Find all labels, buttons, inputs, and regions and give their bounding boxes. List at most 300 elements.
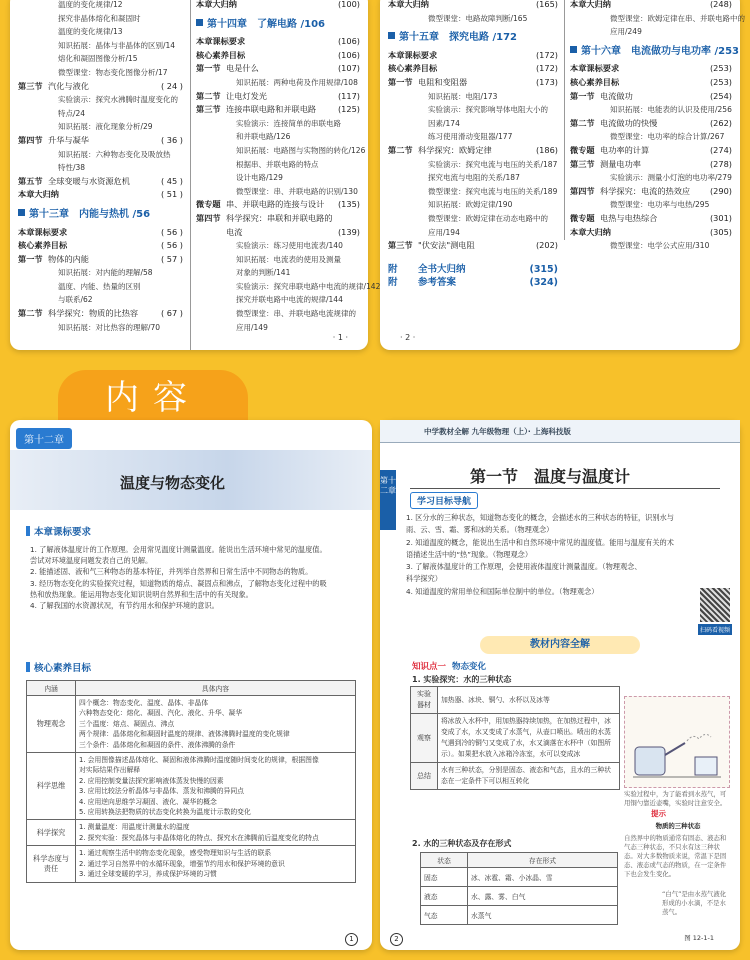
toc-subentry: 知识拓展：两种电荷及作用规律/108: [236, 77, 358, 87]
requirement-line: 1. 了解液体温度计的工作原理。会用常见温度计测量温度。能说出生活环境中常见的温度值。: [30, 545, 327, 554]
toc-section-label: 第二节: [388, 144, 413, 155]
toc-page-number: ( 56 ): [160, 226, 183, 237]
toc-section-label: 本章大归纳: [18, 189, 59, 200]
objectives-text: [406, 512, 694, 598]
literacy-line: 3. 通过全球变暖的学习，养成保护环境的习惯: [79, 870, 217, 879]
running-header-text: 中学教材全解 九年级物理（上）· 上海科技版: [424, 427, 571, 436]
toc-title: "伏安法"测电阻: [418, 240, 475, 251]
toc-page-number: ( 24 ): [160, 80, 183, 91]
page-number: · 2 ·: [400, 333, 416, 342]
toc-subentry: 微型课堂：物态变化图像分析/17: [58, 67, 168, 77]
toc-subentry: 微型课堂：串、并联电路电流规律的: [236, 309, 356, 319]
literacy-line: 4. 应用逆向思维学习凝固、液化、凝华的概念: [79, 797, 217, 806]
toc-page-left: [10, 0, 381, 350]
toc-title: [226, 35, 336, 49]
toc-page-number: (315): [529, 263, 558, 275]
toc-column: [570, 0, 745, 340]
toc-subentry: 知识拓展：对内能的理解/58: [58, 268, 153, 278]
toc-entry[interactable]: [388, 62, 558, 76]
objective-line: 雨、云、雪、霜、雾和冰的关系。（物理观念）: [406, 525, 554, 535]
toc-subentry: 微型课堂：串、并联电路的识别/130: [236, 186, 358, 196]
experiment-heading: 1. 实验探究：水的三种状态: [412, 675, 512, 684]
chapter-square-icon: [570, 46, 577, 53]
toc-page-number: (107): [337, 63, 360, 74]
experiment-table: [410, 686, 620, 790]
chapter-heading: [18, 208, 183, 222]
toc-section-label: 本章大归纳: [196, 0, 237, 9]
tip-text: 自然界中的物质通常有固态、液态和气态三种状态，不只水有这三种状态。对大多数物质来说，常温下是固态、液态或气态的物质，在一定条件下也会发生变化。: [624, 834, 727, 878]
toc-subentry: 微型课堂：欧姆定律在动态电路中的: [428, 213, 548, 223]
toc-title: [600, 226, 708, 240]
toc-section-label: 核心素养目标: [570, 76, 620, 87]
toc-entry[interactable]: [18, 188, 183, 202]
toc-page-number: (186): [535, 144, 558, 155]
toc-subentry: 设计电路/129: [236, 173, 283, 183]
toc-title: 电阻和变阻器: [418, 76, 468, 87]
title-underline: [410, 488, 720, 489]
toc-page-number: ( 36 ): [160, 134, 183, 145]
toc-entry[interactable]: [570, 212, 732, 226]
toc-page-number: (253): [709, 63, 732, 74]
toc-subentry: 知识拓展：对比热容的理解/70: [58, 322, 161, 332]
toc-subentry: 温度的变化规律/12: [58, 0, 123, 9]
literacy-dimension: 科学态度与责任: [27, 846, 76, 882]
toc-subentry: 对象的判断/141: [236, 268, 291, 278]
toc-section-label: 核心素养目标: [196, 49, 246, 60]
toc-subentry: 应用/149: [236, 322, 268, 332]
toc-title: 让电灯发光: [226, 90, 267, 101]
toc-title: 电流做功: [600, 90, 633, 101]
toc-title: [600, 0, 708, 12]
toc-subentry: 应用/249: [610, 27, 642, 37]
table-row: [411, 714, 620, 763]
toc-entry[interactable]: [388, 239, 558, 253]
toc-entry[interactable]: [196, 0, 360, 12]
literacy-description: [76, 696, 356, 753]
toc-subentry: 微型课堂：电功率与电热/295: [610, 200, 710, 210]
table-row: [27, 753, 356, 820]
toc-title: 测量电功率: [600, 158, 641, 169]
toc-subentry: 实验演示：连接简单的串联电路: [236, 118, 341, 128]
toc-entry[interactable]: [570, 0, 732, 12]
toc-title: 全球变暖与水资源危机: [48, 175, 130, 186]
requirements-text: [30, 544, 360, 611]
toc-title: [226, 0, 336, 12]
literacy-line: 2. 应用控制变量法探究影响液体蒸发快慢的因素: [79, 776, 224, 785]
row-text: 将冰放入水杯中，用加热器持续加热，在加热过程中，冰变成了水，水又变成了水蒸气，从壶口喷出。喷出的水蒸气遇到冷的铜勺又变成了水，水又滴落在水杯中（如图所示）。如果把水放入冰箱冷冻室，水可以变成冰: [438, 714, 620, 763]
chapter-heading: [388, 31, 558, 45]
toc-entry[interactable]: [388, 144, 558, 158]
toc-title: 电流: [226, 226, 243, 237]
toc-subentry: 温度、内能、热量的区别: [58, 281, 141, 291]
table-cell: 水蒸气: [468, 906, 618, 925]
toc-page-number: (173): [535, 76, 558, 87]
toc-section-label: 第三节: [196, 104, 221, 115]
toc-title: [418, 62, 534, 76]
objective-line: 4. 知道温度的常用单位和国际单位制中的单位。（物理观念）: [406, 586, 599, 596]
table-header: 内涵: [27, 681, 76, 696]
toc-entry[interactable]: [18, 175, 183, 189]
toc-subentry: 知识拓展：晶体与非晶体的区别/14: [58, 40, 176, 50]
requirement-line: 热和放热现象。能运用物态变化知识说明自然界和生活中的有关现象。: [30, 589, 253, 599]
toc-entry[interactable]: [388, 49, 558, 63]
toc-title: 电功率的计算: [600, 144, 650, 155]
toc-page-number: (106): [337, 36, 360, 47]
toc-section-label: 第三节: [18, 80, 43, 91]
table-row: [421, 868, 618, 887]
chapter-side-tab: 第十二章: [380, 470, 396, 530]
toc-column: [388, 0, 558, 340]
toc-subentry: 知识拓展：电流表的使用及测量: [236, 254, 341, 264]
toc-entry[interactable]: [570, 90, 732, 104]
toc-subentry: 微型课堂：电学公式应用/310: [610, 241, 710, 251]
toc-page-number: (135): [337, 199, 360, 210]
toc-title: 物体的内能: [48, 253, 89, 264]
toc-section-label: 本章课标要求: [196, 36, 246, 47]
qr-label: 扫码看视频: [698, 624, 732, 635]
objective-line: 2. 知道温度的概念，能说出生活中和自然环境中常见的温度值。能用与温度有关的术: [406, 537, 674, 547]
literacy-line: 2. 通过学习自然界中的水循环现象，增强节约用水和保护环境的意识: [79, 859, 285, 868]
experiment-figure: [624, 696, 730, 788]
toc-section-label: 第三节: [570, 158, 595, 169]
chapter-heading: [570, 45, 740, 59]
toc-subentry: 微型课堂：电功率的综合计算/267: [610, 132, 725, 142]
toc-page-number: (172): [535, 63, 558, 74]
table-row: [411, 687, 620, 714]
table-row: [411, 763, 620, 790]
toc-subentry: 根据串、并联电路的特点: [236, 159, 319, 169]
table-row: [421, 906, 618, 925]
table-header: 存在形式: [468, 853, 618, 868]
toc-page-number: (324): [529, 277, 558, 289]
toc-section-label: 微专题: [196, 199, 221, 210]
objective-line: 1. 区分水的三种状态，知道物态变化的概念，会描述水的三种状态的特征，识别水与: [406, 513, 674, 522]
chapter-square-icon: [18, 209, 25, 216]
toc-entry[interactable]: [18, 253, 183, 267]
toc-title: 汽化与液化: [48, 80, 89, 91]
table-cell: 冰、冰雹、霜、小冰晶、雪: [468, 868, 618, 887]
toc-section-label: 第一节: [388, 76, 413, 87]
toc-title: [600, 76, 708, 90]
heading-bar-icon: [26, 526, 30, 536]
toc-section-label: 第二节: [570, 117, 595, 128]
toc-page-number: (254): [709, 90, 732, 101]
section-title: 第一节 温度与温度计: [470, 467, 631, 486]
toc-subentry: 知识拓展：六种物态变化及吸放热: [58, 149, 171, 159]
literacy-dimension: 科学探究: [27, 820, 76, 846]
appendix-entry[interactable]: [388, 276, 558, 290]
figure-caption: 图 12-1-1: [684, 934, 714, 942]
toc-subentry: 实验演示：探究影响导体电阻大小的: [428, 105, 548, 115]
objectives-heading: 学习目标导航: [410, 492, 478, 509]
chapter-square-icon: [388, 32, 395, 39]
chapter-heading-text: 第十三章 内能与热机 /56: [29, 208, 151, 220]
toc-title: 参考答案: [418, 277, 457, 289]
toc-subentry: 温度的变化规律/13: [58, 27, 123, 37]
toc-section-label: 附: [388, 277, 398, 289]
figure-note: 实验过程中，为了能看到水蒸气，可用铜勺靠近壶嘴，实验时注意安全。: [624, 790, 727, 807]
section-content-page: [380, 420, 740, 950]
toc-title: [226, 49, 336, 63]
toc-entry[interactable]: [570, 158, 732, 172]
toc-subentry: 实验演示：探究水沸腾时温度变化的: [58, 95, 178, 105]
toc-subentry: 知识拓展：电路图与实物图的转化/126: [236, 145, 366, 155]
toc-section-label: 本章大归纳: [388, 0, 429, 9]
literacy-line: 六种物态变化：熔化、凝固、汽化、液化、升华、凝华: [79, 709, 243, 718]
toc-entry[interactable]: [570, 226, 732, 240]
objective-line: 语描述生活中的“热”现象。（物理观念）: [406, 549, 533, 559]
objective-line: 科学探究）: [406, 574, 442, 584]
literacy-line: 1. 测量温度：用温度计测量水的温度: [79, 823, 190, 832]
literacy-line: 三个条件：晶体熔化和凝固的条件、液体沸腾的条件: [79, 740, 236, 749]
toc-title: 电是什么: [226, 63, 259, 74]
toc-title: 科学探究：串联和并联电路的: [226, 212, 333, 223]
toc-spacer: [388, 253, 558, 263]
table-row: [421, 887, 618, 906]
chapter-heading-text: 第十六章 电流做功与电功率 /253: [581, 45, 740, 57]
toc-title: 全书大归纳: [418, 263, 466, 275]
toc-page-number: (172): [535, 49, 558, 60]
toc-subentry: 实验演示：测量小灯泡的电功率/279: [610, 173, 732, 183]
toc-page-number: ( 51 ): [160, 189, 183, 200]
toc-entry[interactable]: [18, 134, 183, 148]
toc-section-label: 本章大归纳: [570, 226, 611, 237]
toc-title: [48, 239, 159, 253]
toc-entry[interactable]: [388, 76, 558, 90]
toc-page-number: (100): [337, 0, 360, 9]
toc-subentry: 与联系/62: [58, 295, 93, 305]
table-row: [27, 820, 356, 846]
toc-entry[interactable]: [196, 198, 360, 212]
toc-entry[interactable]: [196, 103, 360, 117]
toc-section-label: 第三节: [388, 240, 413, 251]
toc-subentry: 特性/38: [58, 163, 86, 173]
toc-section-label: 本章课标要求: [570, 63, 620, 74]
toc-title: [418, 49, 534, 63]
chapter-heading-text: 第十四章 了解电路 /106: [207, 18, 326, 30]
toc-page-number: (278): [709, 158, 732, 169]
toc-subentry: 熔化和凝固图像分析/15: [58, 54, 138, 64]
toc-page-number: (117): [337, 90, 360, 101]
states-table: [420, 852, 618, 925]
toc-title: [48, 226, 159, 240]
toc-section-label: [196, 226, 226, 240]
toc-page-number: (290): [709, 185, 732, 196]
literacy-table: [26, 680, 356, 883]
toc-section-label: 本章课标要求: [388, 49, 438, 60]
toc-section-label: 第四节: [18, 134, 43, 145]
toc-section-label: 第四节: [196, 212, 221, 223]
white-gas-note: “白气”是由水蒸气液化形成的小水滴，不是水蒸气。: [662, 890, 727, 916]
toc-title: 串、并联电路的连接与设计: [226, 199, 325, 210]
chapter-heading: [196, 18, 360, 32]
toc-entry[interactable]: [570, 144, 732, 158]
knowledge-point-heading: 知识点一 物态变化: [412, 662, 487, 672]
toc-page-number: (106): [337, 49, 360, 60]
toc-entry[interactable]: [570, 76, 732, 90]
toc-subentry: 因素/174: [428, 118, 460, 128]
states-heading: 2. 水的三种状态及存在形式: [412, 839, 512, 848]
toc-entry[interactable]: [18, 239, 183, 253]
toc-entry[interactable]: [18, 307, 183, 321]
toc-page-number: ( 45 ): [160, 175, 183, 186]
toc-title: 科学探究：电流的热效应: [600, 185, 691, 196]
toc-subentry: 探究并联电路中电流的规律/144: [236, 295, 343, 305]
toc-section-label: 第一节: [196, 63, 221, 74]
toc-entry[interactable]: [196, 35, 360, 49]
page-number: 1: [345, 933, 358, 946]
toc-column: [196, 0, 381, 340]
toc-title: [418, 0, 534, 12]
toc-subentry: 实验演示：探究电流与电压的关系/187: [428, 159, 558, 169]
toc-title: 科学探究：欧姆定律: [418, 144, 492, 155]
table-cell: 水、露、雾、白气: [468, 887, 618, 906]
toc-page-number: (165): [535, 0, 558, 9]
literacy-line: 三个温度：熔点、凝固点、沸点: [79, 719, 175, 728]
heading-bar-icon: [26, 662, 30, 672]
toc-section-label: 本章大归纳: [570, 0, 611, 9]
toc-entry[interactable]: [196, 62, 360, 76]
column-divider: [190, 0, 191, 350]
toc-title: 连接串联电路和并联电路: [226, 104, 317, 115]
toc-entry[interactable]: [196, 90, 360, 104]
toc-subentry: 练习使用滑动变阻器/177: [428, 132, 513, 142]
table-cell: 液态: [421, 887, 468, 906]
row-label: 实验器材: [411, 687, 438, 714]
toc-subentry: 特点/24: [58, 108, 86, 118]
chapter-tag: 第十二章: [16, 428, 72, 449]
requirement-line: 尝试对环境温度问题发表自己的见解。: [30, 556, 153, 566]
column-divider: [564, 0, 565, 240]
toc-title: 科学探究：物质的比热容: [48, 308, 139, 319]
toc-subentry: 实验演示：练习使用电流表/140: [236, 241, 343, 251]
literacy-line: 2. 探究实验：探究晶体与非晶体熔化的特点、探究水在沸腾前后温度变化的特点: [79, 833, 319, 842]
toc-entry[interactable]: [196, 49, 360, 63]
chapter-intro-page: [10, 420, 372, 950]
toc-subentry: 微型课堂：欧姆定律在串、并联电路中的: [610, 13, 745, 23]
toc-subentry: 探究非晶体熔化和凝固时: [58, 13, 141, 23]
toc-subentry: 实验演示：探究串联电路中电流的规律/142: [236, 281, 381, 291]
toc-section-label: 第五节: [18, 175, 43, 186]
toc-section-label: 第二节: [196, 90, 221, 101]
requirement-line: 4. 了解我国的水资源状况，有节约用水和保护环境的意识。: [30, 601, 219, 611]
row-text: 水有三种状态，分别是固态、液态和气态，且水的三种状态在一定条件下可以相互转化: [438, 763, 620, 790]
toc-section-label: 微专题: [570, 144, 595, 155]
row-label: 总结: [411, 763, 438, 790]
requirements-heading: 本章课标要求: [26, 524, 91, 538]
toc-section-label: 第二节: [18, 308, 43, 319]
toc-subentry: 探究电流与电阻的关系/187: [428, 173, 520, 183]
toc-page-number: (248): [709, 0, 732, 9]
toc-entry[interactable]: [570, 62, 732, 76]
toc-page-number: ( 56 ): [160, 240, 183, 251]
toc-page-number: ( 57 ): [160, 253, 183, 264]
tip-heading: 提示: [651, 809, 666, 818]
toc-title: [600, 62, 708, 76]
toc-section-label: 本章课标要求: [18, 226, 68, 237]
toc-entry[interactable]: [18, 80, 183, 94]
toc-title: [48, 188, 159, 202]
toc-entry[interactable]: [18, 226, 183, 240]
row-text: 加热器、冰块、铜勺、水杯以及冰等: [438, 687, 620, 714]
toc-entry[interactable]: [196, 212, 360, 226]
literacy-line: 1. 会用图像描述晶体熔化、凝固和液体沸腾时温度随时间变化的规律，根据图像: [79, 756, 319, 765]
table-cell: 固态: [421, 868, 468, 887]
chapter-square-icon: [196, 19, 203, 26]
requirement-line: 3. 经历物态变化的实验探究过程，知道物质的熔点、凝固点和沸点，了解物态变化过程中的吸: [30, 578, 327, 588]
literacy-line: 5. 应用转换法把物质的状态变化转换为温度计示数的变化: [79, 808, 251, 817]
literacy-line: 两个规律：晶体熔化和凝固时温度的规律、液体沸腾时温度的变化规律: [79, 730, 290, 739]
content-section-badge: 内容: [58, 370, 248, 426]
toc-page-right: [380, 0, 745, 350]
literacy-line: 1. 通过观察生活中的物态变化现象，感受物理知识与生活的联系: [79, 849, 272, 858]
toc-page-number: (125): [337, 104, 360, 115]
toc-section-label: 核心素养目标: [18, 240, 68, 251]
literacy-description: [76, 846, 356, 882]
objective-line: 3. 了解液体温度计的工作原理，会使用液体温度计测量温度。（物理观念、: [406, 562, 642, 572]
toc-subentry: 应用/194: [428, 227, 460, 237]
page-number: · 1 ·: [332, 333, 348, 342]
literacy-line: 对实际结果作出解释: [79, 766, 141, 775]
table-header: 状态: [421, 853, 468, 868]
literacy-dimension: 科学思维: [27, 753, 76, 820]
appendix-entry[interactable]: [388, 263, 558, 277]
literacy-dimension: 物理观念: [27, 696, 76, 753]
toc-section-label: 第四节: [570, 185, 595, 196]
toc-section-label: 微专题: [570, 212, 595, 223]
toc-entry[interactable]: [570, 185, 732, 199]
toc-page-number: (202): [535, 240, 558, 251]
toc-page-number: (253): [709, 76, 732, 87]
literacy-description: [76, 820, 356, 846]
toc-page-number: ( 67 ): [160, 308, 183, 319]
toc-title: 升华与凝华: [48, 134, 89, 145]
literacy-line: 3. 应用比较法分析晶体与非晶体、蒸发和沸腾的异同点: [79, 787, 244, 796]
toc-entry[interactable]: [570, 117, 732, 131]
toc-subentry: 知识拓展：液化现象分析/29: [58, 122, 153, 132]
toc-section-label: 第一节: [570, 90, 595, 101]
toc-column: [18, 0, 183, 340]
qr-code-icon[interactable]: [700, 588, 730, 622]
table-header: 具体内容: [76, 681, 356, 696]
toc-page-number: (305): [709, 226, 732, 237]
row-label: 观察: [411, 714, 438, 763]
toc-subentry: 知识拓展：电阻/173: [428, 91, 498, 101]
toc-subentry: 微型课堂：探究电流与电压的关系/189: [428, 186, 558, 196]
toc-subentry: 和并联电路/126: [236, 132, 291, 142]
chapter-heading-text: 第十五章 探究电路 /172: [399, 32, 518, 44]
literacy-heading: 核心素养目标: [26, 660, 91, 674]
toc-section-label: 核心素养目标: [388, 63, 438, 74]
table-row: [27, 846, 356, 882]
page-number: 2: [390, 933, 403, 946]
toc-entry[interactable]: [196, 226, 360, 240]
toc-section-label: 第一节: [18, 253, 43, 264]
toc-page-number: (274): [709, 144, 732, 155]
toc-entry[interactable]: [388, 0, 558, 12]
table-cell: 气态: [421, 906, 468, 925]
chapter-title: 温度与物态变化: [120, 474, 226, 492]
toc-title: 电热与电热综合: [600, 212, 658, 223]
literacy-line: 四个概念：物态变化、温度、晶体、非晶体: [79, 699, 209, 707]
requirement-line: 2. 能描述固、液和气三种物态的基本特征，并列举自然界和日常生活中不同物态的物质。: [30, 567, 313, 577]
toc-subentry: 微型课堂：电路故障判断/165: [428, 13, 528, 23]
toc-section-label: 附: [388, 263, 398, 275]
literacy-description: [76, 753, 356, 820]
toc-subentry: 知识拓展：电能表的认识及使用/256: [610, 105, 732, 115]
toc-subentry: 知识拓展：欧姆定律/190: [428, 200, 513, 210]
table-row: [27, 696, 356, 753]
